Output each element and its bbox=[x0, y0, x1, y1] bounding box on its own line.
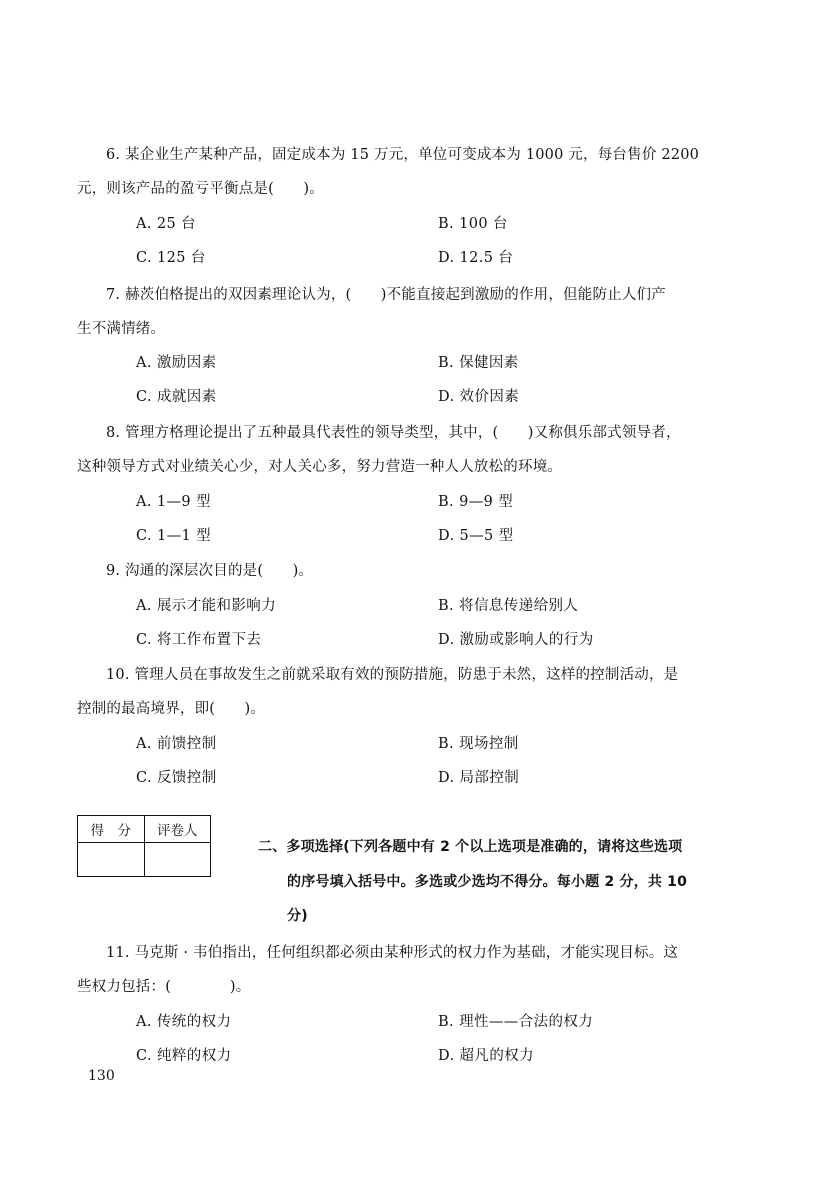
question-10-option-a: A. 前馈控制 bbox=[136, 736, 217, 752]
question-8-option-b: B. 9—9 型 bbox=[438, 494, 514, 510]
question-8-option-c: C. 1—1 型 bbox=[136, 528, 212, 544]
question-9-option-d: D. 激励或影响人的行为 bbox=[438, 632, 594, 648]
question-7-option-c: C. 成就因素 bbox=[136, 389, 217, 405]
question-8-line-1: 8. 管理方格理论提出了五种最具代表性的领导类型，其中，( )又称俱乐部式领导者， bbox=[106, 425, 681, 441]
question-8-line-2: 这种领导方式对业绩关心少，对人关心多，努力营造一种人人放松的环境。 bbox=[77, 459, 563, 475]
question-6-option-a: A. 25 台 bbox=[136, 216, 197, 232]
question-9-option-c: C. 将工作布置下去 bbox=[136, 632, 262, 648]
score-box bbox=[77, 815, 211, 877]
question-8-option-a: A. 1—9 型 bbox=[136, 494, 211, 510]
question-7-line-1: 7. 赫茨伯格提出的双因素理论认为，( )不能直接起到激励的作用，但能防止人们产 bbox=[106, 287, 666, 303]
question-10-option-b: B. 现场控制 bbox=[438, 736, 519, 752]
section-2-heading-line-2: 的序号填入括号中。多选或少选均不得分。每小题 2 分，共 10 bbox=[287, 874, 688, 890]
page-number: 130 bbox=[88, 1068, 115, 1084]
question-6-option-b: B. 100 台 bbox=[438, 216, 508, 232]
question-10-line-1: 10. 管理人员在事故发生之前就采取有效的预防措施，防患于未然，这样的控制活动，是 bbox=[106, 667, 679, 683]
question-7-line-2: 生不满情绪。 bbox=[77, 321, 166, 337]
question-11-option-d: D. 超凡的权力 bbox=[438, 1048, 535, 1064]
question-6-option-c: C. 125 台 bbox=[136, 250, 206, 266]
question-11-option-b: B. 理性——合法的权力 bbox=[438, 1014, 594, 1030]
question-11-option-a: A. 传统的权力 bbox=[136, 1014, 232, 1030]
question-8-option-d: D. 5—5 型 bbox=[438, 528, 514, 544]
question-9-option-a: A. 展示才能和影响力 bbox=[136, 598, 277, 614]
section-2-heading-line-3: 分) bbox=[287, 908, 308, 924]
question-6-line-2: 元，则该产品的盈亏平衡点是( )。 bbox=[77, 181, 324, 197]
question-6-line-1: 6. 某企业生产某种产品，固定成本为 15 万元，单位可变成本为 1000 元，每台售价 2200 bbox=[106, 147, 700, 163]
question-10-line-2: 控制的最高境界，即( )。 bbox=[77, 701, 266, 717]
grader-cell bbox=[144, 843, 211, 877]
question-7-option-b: B. 保健因素 bbox=[438, 355, 519, 371]
score-label: 得 分 bbox=[78, 816, 145, 843]
question-11-line-2: 些权力包括：( )。 bbox=[77, 979, 251, 995]
question-7-option-d: D. 效价因素 bbox=[438, 389, 520, 405]
score-cell bbox=[78, 843, 145, 877]
section-2-heading-line-1: 二、多项选择(下列各题中有 2 个以上选项是准确的，请将这些选项 bbox=[258, 839, 683, 855]
question-6-option-d: D. 12.5 台 bbox=[438, 250, 514, 266]
question-10-option-c: C. 反馈控制 bbox=[136, 770, 217, 786]
question-9-line-1: 9. 沟通的深层次目的是( )。 bbox=[106, 563, 314, 579]
question-7-option-a: A. 激励因素 bbox=[136, 355, 217, 371]
question-11-option-c: C. 纯粹的权力 bbox=[136, 1048, 232, 1064]
question-9-option-b: B. 将信息传递给别人 bbox=[438, 598, 579, 614]
grader-label: 评卷人 bbox=[144, 816, 211, 843]
question-11-line-1: 11. 马克斯 · 韦伯指出，任何组织都必须由某种形式的权力作为基础，才能实现目标。这 bbox=[106, 945, 679, 961]
question-10-option-d: D. 局部控制 bbox=[438, 770, 520, 786]
